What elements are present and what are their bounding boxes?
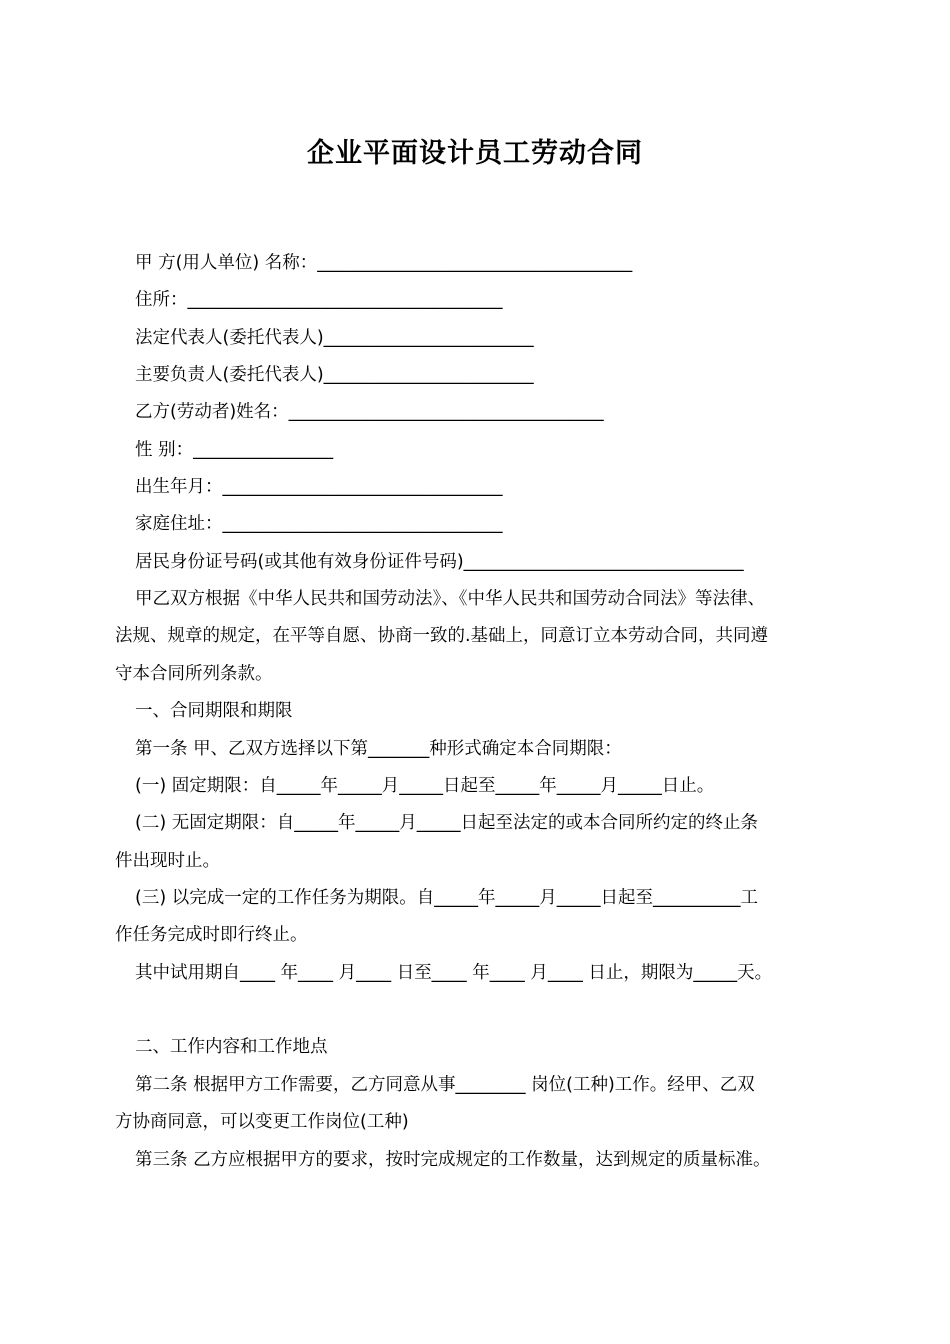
section-heading-2: 二、工作内容和工作地点 (135, 1037, 328, 1057)
section-heading-1: 一、合同期限和期限 (135, 701, 293, 721)
principal-line: 主要负责人(委托代表人)________________________ (135, 365, 534, 385)
preamble-line-3: 守本合同所列条款。 (115, 664, 273, 684)
option-fixed-term: (一) 固定期限：自_____年_____月_____日起至_____年_____月_____日止。 (135, 776, 715, 796)
probation-period-line: 其中试用期自____ 年____ 月____ 日至____ 年____ 月____ 日止，期限为_____天。 (135, 963, 773, 983)
legal-representative-line: 法定代表人(委托代表人)________________________ (135, 328, 534, 348)
gender-line: 性 别：________________ (135, 440, 334, 460)
article-2-line-2: 方协商同意，可以变更工作岗位(工种) (115, 1112, 409, 1132)
party-b-name-line: 乙方(劳动者)姓名：____________________________________ (135, 402, 604, 422)
birth-date-line: 出生年月：________________________________ (135, 477, 503, 497)
document-title: 企业平面设计员工劳动合同 (307, 138, 643, 169)
article-1: 第一条 甲、乙双方选择以下第_______种形式确定本合同期限： (135, 739, 622, 759)
option-task-term-line-1: (三) 以完成一定的工作任务为期限。自_____年_____月_____日起至__________工 (135, 888, 758, 908)
article-3: 第三条 乙方应根据甲方的要求，按时完成规定的工作数量，达到规定的质量标准。 (135, 1150, 771, 1170)
party-a-name-line: 甲 方(用人单位) 名称：____________________________________ (135, 253, 633, 273)
article-2-line-1: 第二条 根据甲方工作需要，乙方同意从事________ 岗位(工种)工作。经甲、乙双 (135, 1075, 755, 1095)
preamble-line-2: 法规、规章的规定，在平等自愿、协商一致的.基础上，同意订立本劳动合同，共同遵 (115, 626, 769, 646)
preamble-line-1: 甲乙双方根据《中华人民共和国劳动法》、《中华人民共和国劳动合同法》等法律、 (135, 589, 765, 609)
id-number-line: 居民身份证号码(或其他有效身份证件号码)________________________________ (135, 552, 744, 572)
home-address-line: 家庭住址：________________________________ (135, 514, 503, 534)
option-open-term-line-2: 件出现时止。 (115, 851, 220, 871)
option-open-term-line-1: (二) 无固定期限：自_____年_____月_____日起至法定的或本合同所约定的终止条 (135, 813, 758, 833)
option-task-term-line-2: 作任务完成时即行终止。 (115, 925, 308, 945)
party-a-address-line: 住所：____________________________________ (135, 290, 503, 310)
